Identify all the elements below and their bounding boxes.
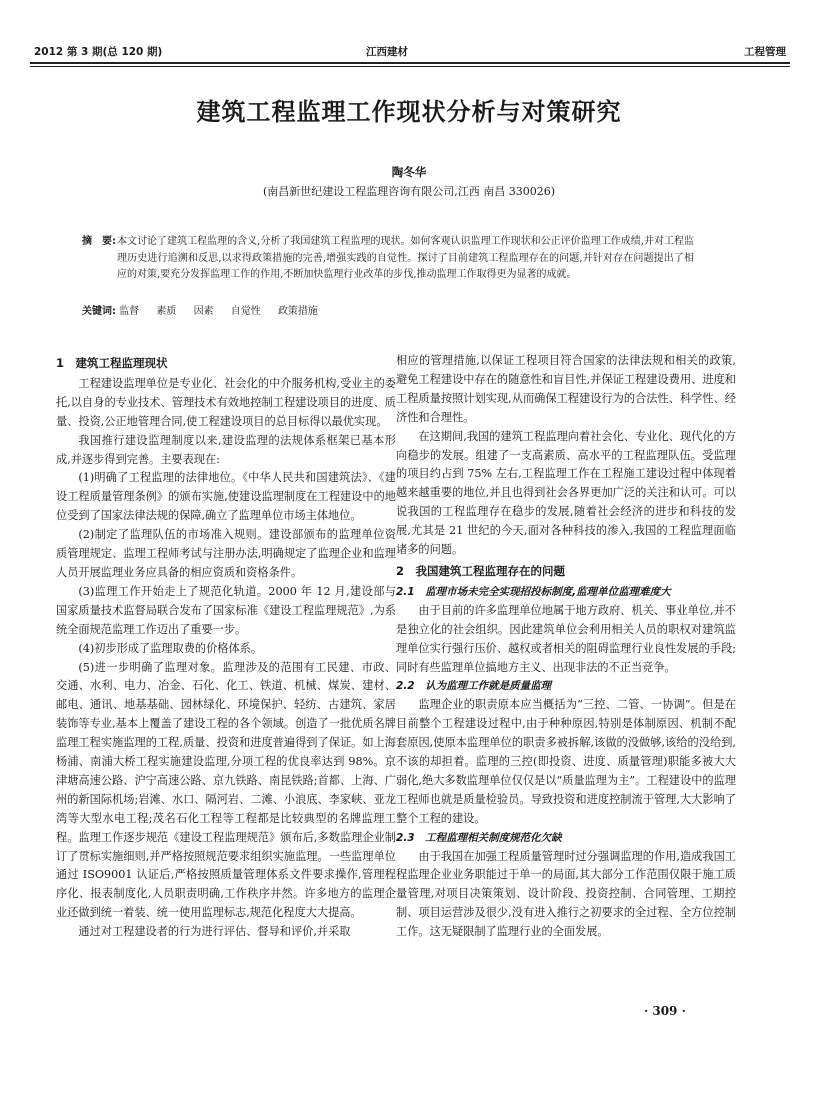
paragraph: 监理企业的职责原本应当概括为“三控、二管、一协调”。但是在目前整个工程建设过程中,由于种种原因,特别是体制原因、机制不配套原因,使原本监理单位的职责多被拆解,该做的没做够,该给的没给到,不该的却担着。监理的三控(即投资、进度、质量管理)职能多被大大弱化,绝大多数监理单位仅仅是以“质量监理为主”。工程建设中的监理工程师也就是质量检验员。导致投资和进度控制流于管理,大大影响了整个工程的建设。	[396, 698, 736, 825]
keywords-label: 关键词:	[82, 306, 116, 317]
page-number: · 309 ·	[644, 1004, 686, 1018]
abstract-text: 本文讨论了建筑工程监理的含义,分析了我国建筑工程监理的现状。如何客观认识监理工作现状和公正评价监理工作成绩,并对工程监理历史进行追溯和反思,以求得政策措施的完善,增强实践的自觉性。探讨了目前建筑工程监理存在的问题,并针对存在问题提出了相应的对策,要充分发挥监理工作的作用,不断加快监理行业改革的步伐,推动监理工作取得更为显著的成就。	[117, 236, 694, 280]
subsection-heading: 2.1 监理市场未完全实现招投标制度,监理单位监理难度大	[396, 585, 671, 598]
keyword: 因素	[193, 306, 214, 317]
subsection-heading: 2.2 认为监理工作就是质量监理	[396, 680, 552, 693]
article-title: 建筑工程监理工作现状分析与对策研究	[196, 98, 622, 126]
right-column	[396, 352, 736, 942]
header-rule-thin	[30, 66, 790, 67]
left-column	[56, 352, 396, 942]
paragraph: 在这期间,我国的建筑工程监理向着社会化、专业化、现代化的方向稳步的发展。组建了一支高素质、高水平的工程监理队伍。受监理的项目约占到 75% 左右,工程监理工作在工程施工建设过程中体现着越来越重要的地位,并且也得到社会各界更加广泛的关注和认可。可以说我国的工程监理存在稳步的发展,随着社会经济的进步和科技的发展,尤其是 21 世纪的今天,面对各种科技的渗入,我国的工程监理面临诸多的问题。	[396, 429, 736, 557]
paragraph: 通过对工程建设者的行为进行评估、督导和评价,并采取	[78, 925, 351, 939]
section-name: 工程管理	[744, 46, 786, 58]
paragraph: 工程建设监理单位是专业化、社会化的中介服务机构,受业主的委托,以自身的专业技术、管理技术有效地控制工程建设项目的进度、质量、投资,公正地管理合同,使工程建设项目的总目标得以最优实现。	[56, 376, 396, 428]
paragraph: 由于我国在加强工程质量管理时过分强调监理的作用,造成我国工程监理企业业务职能过于单一的局面,其大部分工作范围仅限于施工质量管理,对项目决策策划、设计阶段、投资控制、合同管理、工期控制、项目运营涉及很少,没有进入推行之初要求的全过程、全方位控制工作。这无疑限制了监理行业的全面发展。	[396, 849, 736, 939]
section-heading: 2 我国建筑工程监理存在的问题	[396, 563, 565, 578]
abstract	[82, 234, 694, 284]
keyword: 自觉性	[230, 306, 261, 317]
header-rule-thick	[30, 62, 790, 64]
paragraph: (1)明确了工程监理的法律地位。《中华人民共和国建筑法》、《建设工程质量管理条例》的颁布实施,使建设监理制度在工程建设中的地位受到了国家法律法规的保障,确立了监理单位市场主体地位。	[56, 471, 396, 523]
keyword: 监督	[119, 306, 140, 317]
running-header	[30, 44, 790, 64]
abstract-label: 摘 要:	[82, 236, 116, 247]
paragraph: 相应的管理措施,以保证工程项目符合国家的法律法规和相关的政策,避免工程建设中存在的随意性和盲目性,并保证工程建设费用、进度和工程质量按照计划实现,从而确保工程建设行为的合法性、科学性、经济性和合理性。	[396, 354, 736, 424]
paragraph: (4)初步形成了监理取费的价格体系。	[78, 641, 263, 655]
author-name: 陶冬华	[391, 165, 427, 179]
paragraph: 由于目前的许多监理单位地属于地方政府、机关、事业单位,并不是独立化的社会组织。因此建筑单位会利用相关人员的职权对建筑监理单位实行强行压价、越权或者相关的阻碍监理行业良性发展的手段;同时有些监理单位搞地方主义、出现非法的不正当竞争。	[396, 603, 736, 674]
paragraph: (2)制定了监理队伍的市场准入规则。建设部颁布的监理单位资质管理规定、监理工程师考试与注册办法,明确规定了监理企业和监理人员开展监理业务应具备的相应资质和资格条件。	[56, 528, 396, 579]
paragraph: (5)进一步明确了监理对象。监理涉及的范围有工民建、市政、交通、水利、电力、冶金、石化、化工、铁道、机械、煤炭、建材、邮电、通讯、地基基础、园林绿化、环境保护、轻纺、古建筑、家居装饰等专业,基本上覆盖了建设工程的各个领域。创造了一批优质名牌监理工程实施监理的工程,质量、投资和进度普遍得到了保证。如上海杨浦、南浦大桥工程实施建设监理,分项工程的优良率达到 98%。京津塘高速公路、沪宁高速公路、京九铁路、南昆铁路;首都、上海、广州的新国际机场;岩滩、水口、隔河岩、二滩、小浪底、李家峡、亚龙湾等大型水电工程;茂名石化工程等工程都是比较典型的名牌监理工程。监理工作逐步规范《建设工程监理规范》颁布后,多数监理企业制订了贯标实施细则,并严格按照规范要求组织实施监理。一些监理单位通过 ISO9001 认证后,严格按照质量管理体系文件要求操作,管理程序化、报表制度化,人员职责明确,工作秩序井然。许多地方的监理企业还做到统一着装、统一使用监理标志,规范化程度大大提高。	[56, 660, 396, 920]
keyword: 政策措施	[277, 306, 318, 317]
issue-info: 2012 第 3 期(总 120 期)	[34, 46, 163, 58]
section-heading: 1 建筑工程监理现状	[56, 356, 168, 370]
keywords	[82, 302, 694, 317]
subsection-heading: 2.3 工程监理相关制度规范化欠缺	[396, 831, 562, 844]
paragraph: 我国推行建设监理制度以来,建设监理的法规体系框架已基本形成,并逐步得到完善。主要表现在:	[56, 433, 396, 466]
author-affiliation: (南昌新世纪建设工程监理咨询有限公司,江西 南昌 330026)	[262, 185, 556, 198]
journal-name: 江西建材	[366, 46, 408, 58]
keyword: 素质	[156, 306, 177, 317]
paragraph: (3)监理工作开始走上了规范化轨道。2000 年 12 月,建设部与国家质量技术监督局联合发布了国家标准《建设工程监理规范》,为系统全面规范监理工作迈出了重要一步。	[56, 584, 396, 636]
